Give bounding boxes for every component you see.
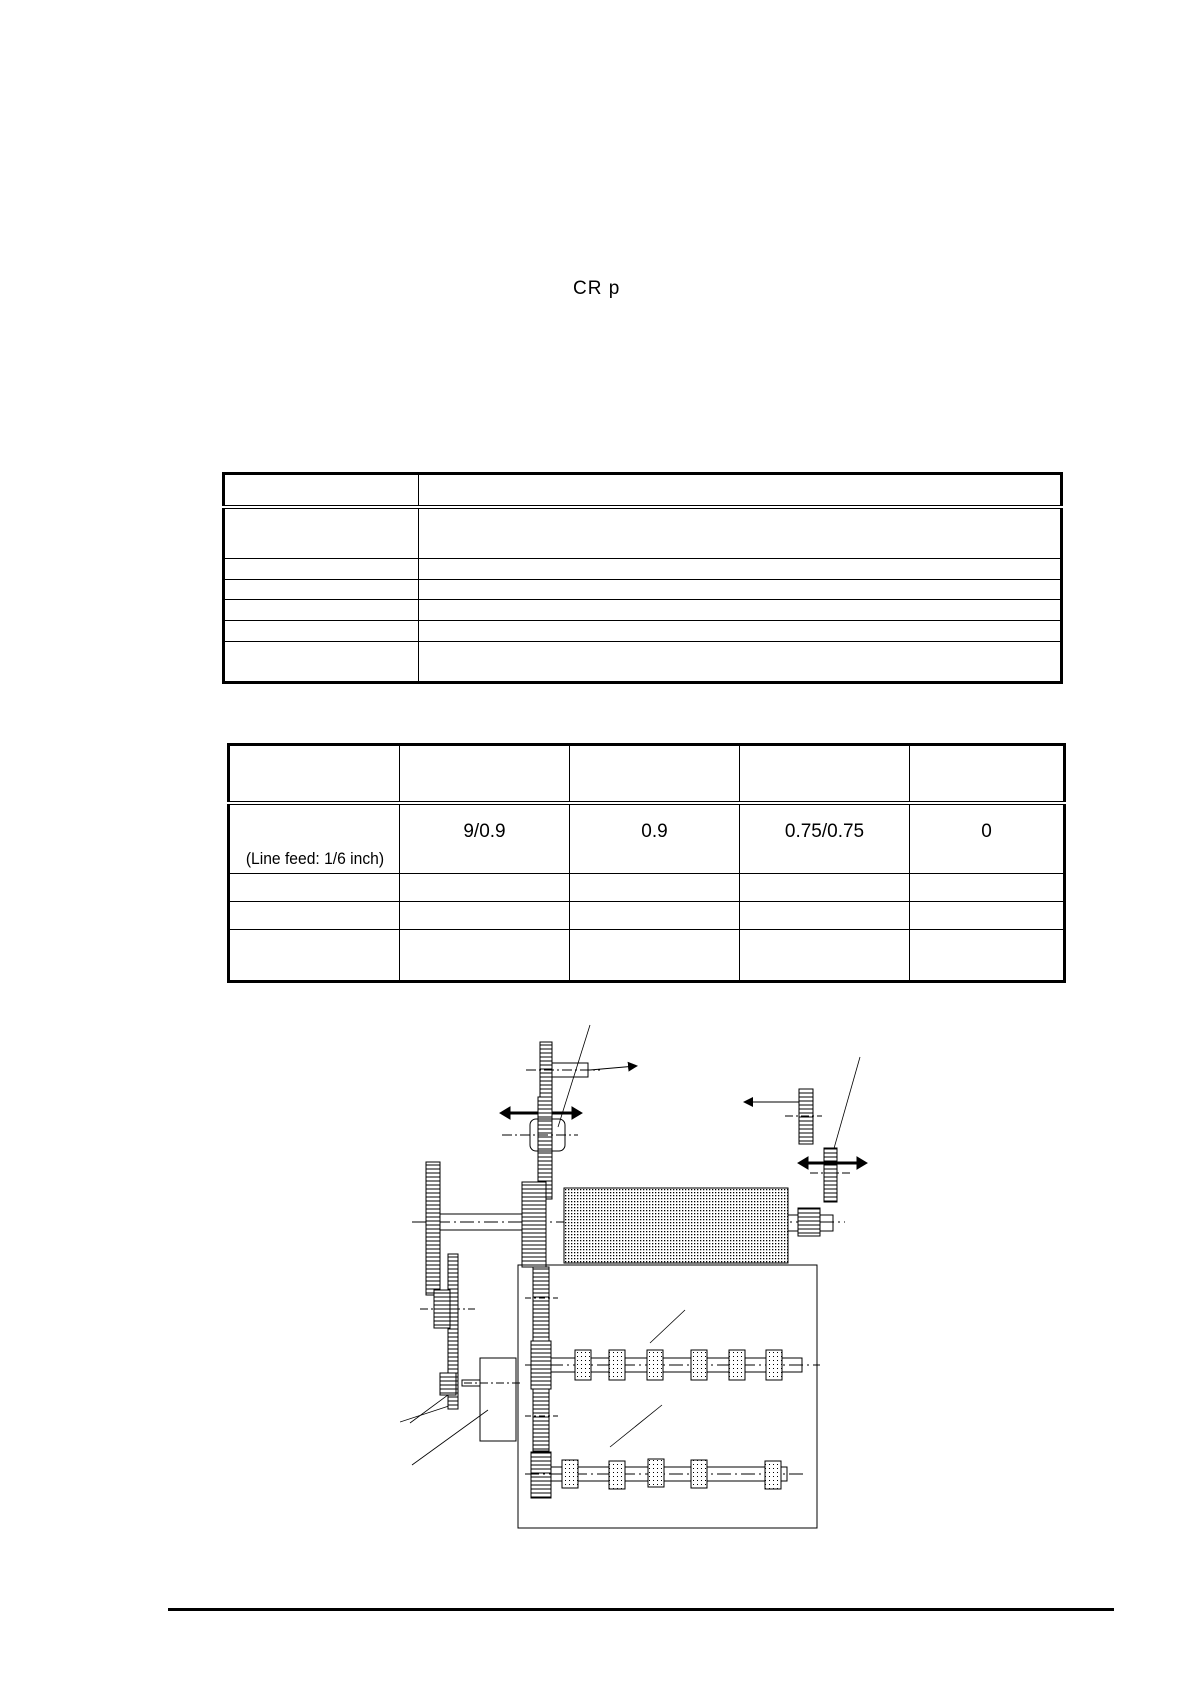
table-cell: 0.75/0.75 [740, 803, 910, 874]
table-row [224, 600, 1062, 621]
table-row [224, 641, 1062, 682]
table-row [224, 579, 1062, 600]
line-feed-label: (Line feed: 1/6 inch) [235, 803, 392, 874]
table-cell: 0.9 [570, 803, 740, 874]
feed-table [227, 743, 1066, 983]
table-row [229, 930, 1065, 982]
table-row [229, 803, 1065, 874]
table-row [224, 621, 1062, 642]
table-row [229, 902, 1065, 930]
spec-table [222, 472, 1063, 684]
gear-train-diagram [400, 1015, 880, 1555]
table-header-row [229, 745, 1065, 804]
table-row [229, 874, 1065, 902]
table-cell: 9/0.9 [400, 803, 570, 874]
table-row [224, 559, 1062, 580]
footer-rule [168, 1608, 1114, 1611]
table-row [224, 474, 1062, 508]
table-row [224, 507, 1062, 559]
table-cell: 0 [910, 803, 1065, 874]
text-fragment: CR p [573, 278, 621, 299]
